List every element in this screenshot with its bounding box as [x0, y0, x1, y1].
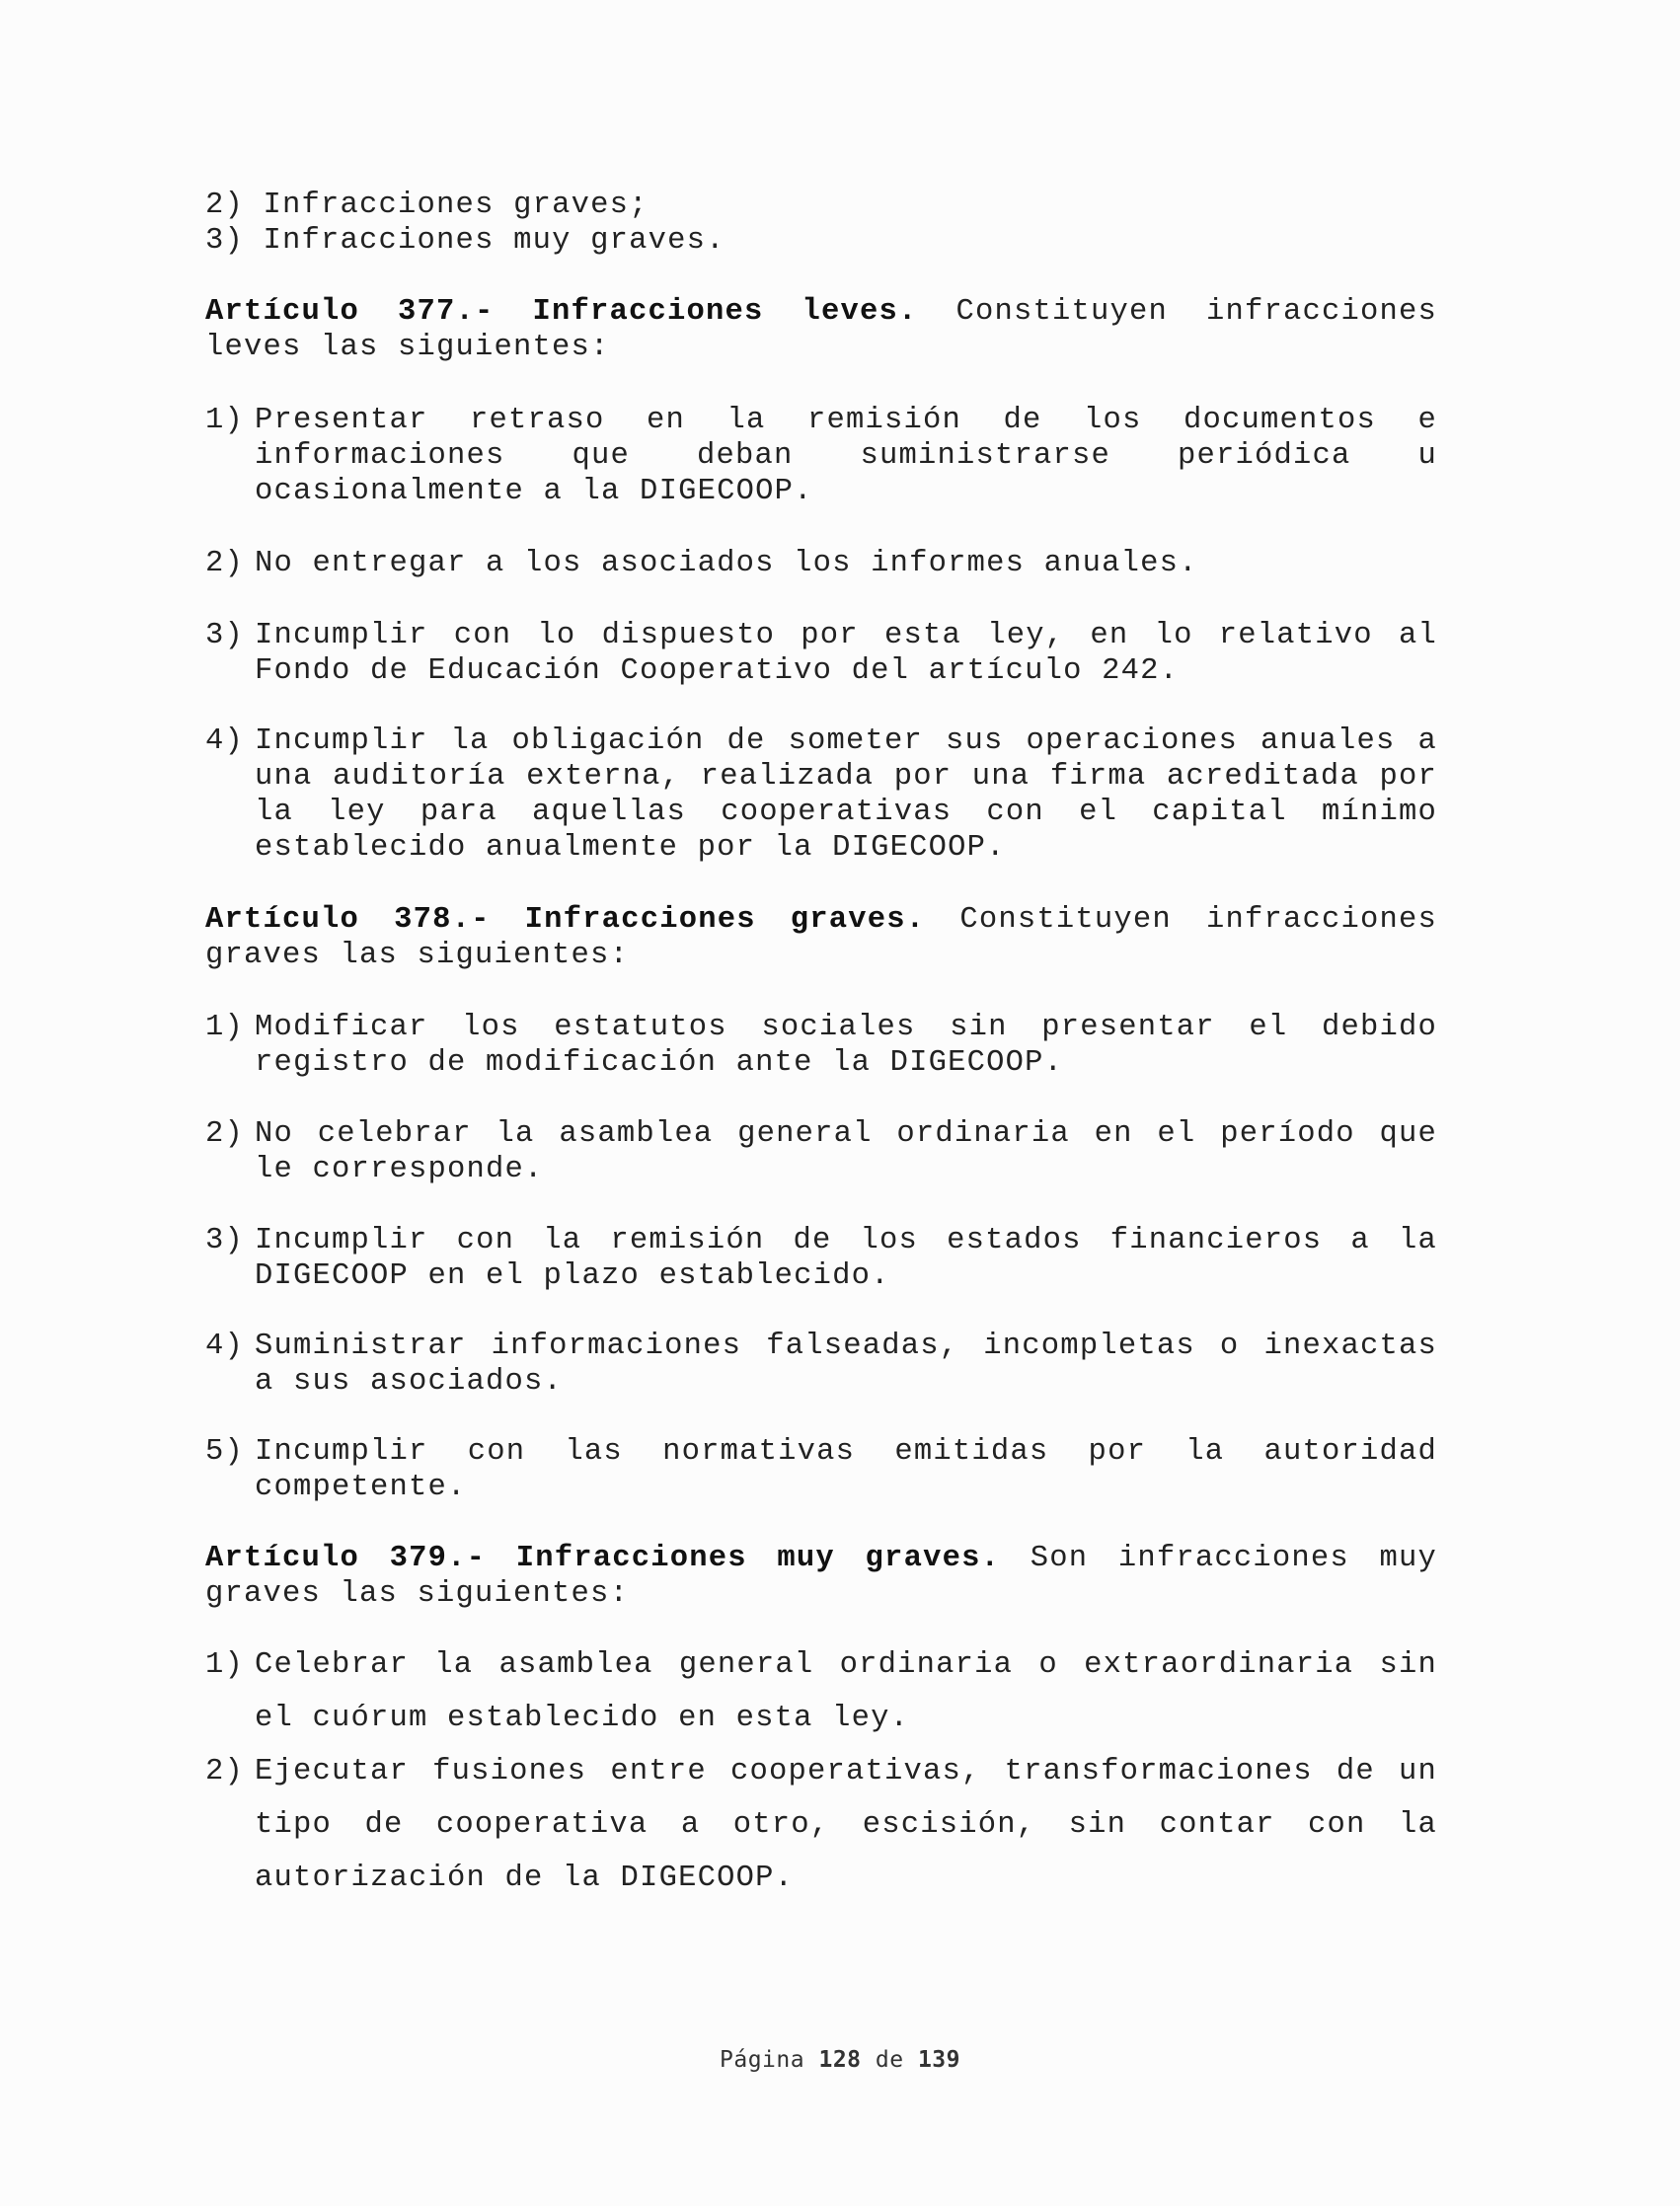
- item-text: Celebrar la asamblea general ordinaria o extraordinaria sin el cuórum establecido en esta ley.: [255, 1648, 1437, 1735]
- item-text: Suministrar informaciones falseadas, incompletas o inexactas a sus asociados.: [255, 1330, 1437, 1399]
- item-text: Presentar retraso en la remisión de los documentos e informaciones que deban suministrarse periódica u ocasionalmente a la DIGECOOP.: [255, 404, 1437, 508]
- item-number: 4): [205, 1330, 245, 1363]
- item-number: 2): [205, 1117, 245, 1151]
- top-list-item: [205, 188, 1437, 223]
- article-377-intro: [205, 294, 1437, 365]
- item-number: 1): [205, 1011, 245, 1044]
- article-378-intro: [205, 902, 1437, 973]
- article-377-item-4: [205, 723, 1437, 866]
- item-text: Incumplir con la remisión de los estados financieros a la DIGECOOP en el plazo establecido.: [255, 1224, 1437, 1293]
- item-number: 3): [205, 1224, 245, 1257]
- article-378-title: Artículo 378.- Infracciones graves.: [205, 903, 926, 937]
- page-footer: [0, 2047, 1680, 2073]
- article-377-item-1: [205, 403, 1437, 509]
- item-text: Ejecutar fusiones entre cooperativas, transformaciones de un tipo de cooperativa a otro, escisión, sin contar con la autorización de la DIGECOOP.: [255, 1755, 1437, 1895]
- top-list: [205, 188, 1437, 259]
- item-number: 5): [205, 1435, 245, 1469]
- item-text: No entregar a los asociados los informes anuales.: [255, 547, 1198, 580]
- item-number: 2): [205, 547, 245, 580]
- item-number: 4): [205, 724, 245, 758]
- item-text: No celebrar la asamblea general ordinaria en el período que le corresponde.: [255, 1117, 1437, 1186]
- article-378-item-5: [205, 1434, 1437, 1505]
- article-378-intro-text: Constituyen infracciones graves las siguientes:: [205, 903, 1437, 972]
- article-377-title: Artículo 377.- Infracciones leves.: [205, 295, 918, 329]
- list-text: Infracciones muy graves.: [263, 224, 725, 258]
- total-pages: 139: [917, 2047, 960, 2073]
- item-text: Incumplir con las normativas emitidas por la autoridad competente.: [255, 1435, 1437, 1504]
- article-379-intro: [205, 1541, 1437, 1612]
- article-379-title: Artículo 379.- Infracciones muy graves.: [205, 1542, 1001, 1575]
- article-378-item-4: [205, 1329, 1437, 1400]
- item-number: 1): [205, 1648, 245, 1682]
- top-list-item: [205, 223, 1437, 259]
- article-378-item-2: [205, 1116, 1437, 1187]
- item-text: Incumplir con lo dispuesto por esta ley, en lo relativo al Fondo de Educación Cooperativo del artículo 242.: [255, 619, 1437, 688]
- article-377-intro-text: Constituyen infracciones leves las siguientes:: [205, 295, 1437, 364]
- article-377-item-2: [205, 546, 1437, 581]
- current-page-number: 128: [818, 2047, 862, 2073]
- item-number: 3): [205, 619, 245, 652]
- footer-prefix: Página: [720, 2047, 805, 2073]
- item-text: Incumplir la obligación de someter sus operaciones anuales a una auditoría externa, realizada por una firma acreditada por la ley para aquellas cooperativas con el capital mínimo establecido anualmente por la DIGECOOP.: [255, 724, 1437, 865]
- item-number: 2): [205, 1755, 245, 1788]
- item-number: 1): [205, 404, 245, 437]
- list-number: 3): [205, 224, 245, 258]
- article-378-item-3: [205, 1223, 1437, 1294]
- list-number: 2): [205, 189, 245, 222]
- footer-separator: de: [875, 2047, 904, 2073]
- list-text: Infracciones graves;: [263, 189, 649, 222]
- article-378-item-1: [205, 1010, 1437, 1081]
- item-text: Modificar los estatutos sociales sin presentar el debido registro de modificación ante la DIGECOOP.: [255, 1011, 1437, 1080]
- article-379-item-2: [205, 1745, 1437, 1905]
- article-377-item-3: [205, 618, 1437, 689]
- article-379-intro-text: Son infracciones muy graves las siguientes:: [205, 1542, 1438, 1611]
- article-379-item-1: [205, 1638, 1437, 1745]
